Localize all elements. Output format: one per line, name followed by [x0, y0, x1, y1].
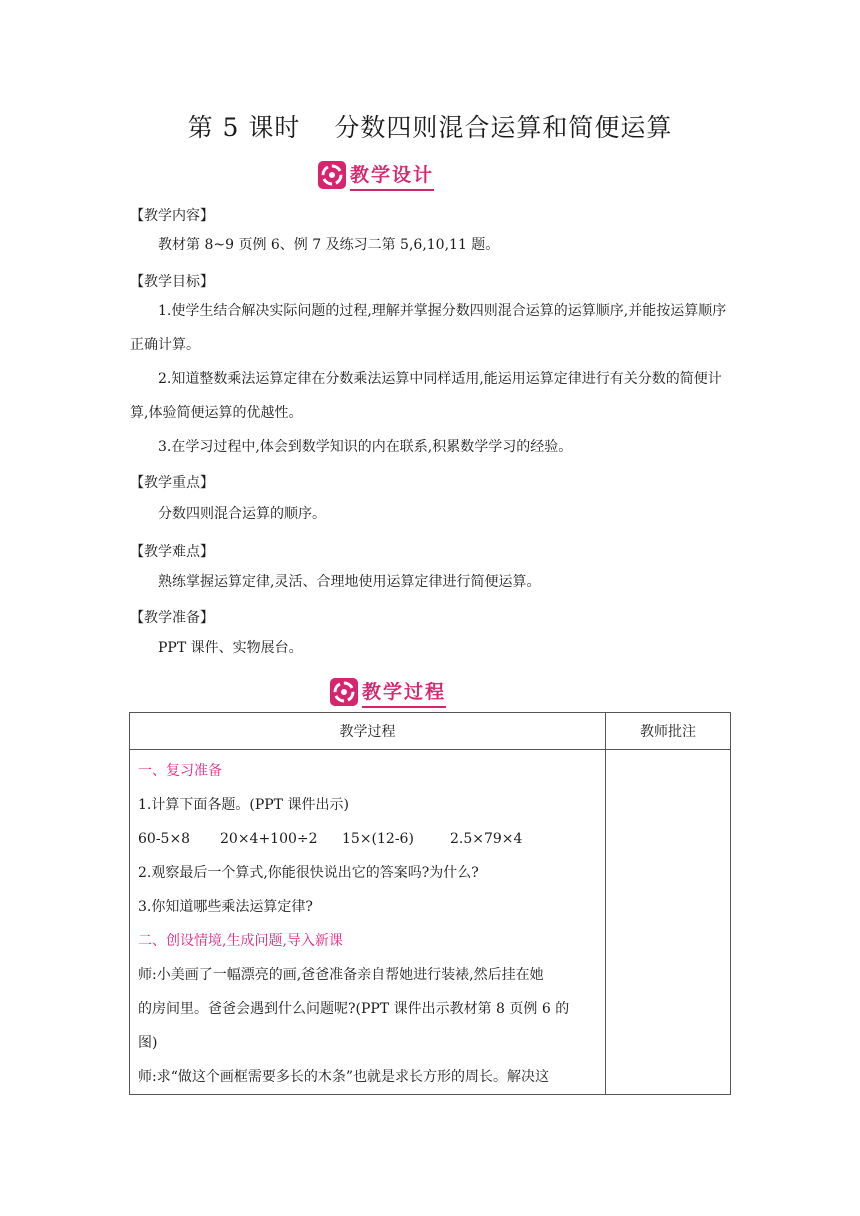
key-heading: 【教学重点】	[130, 475, 214, 491]
step-heading: 二、创设情境,生成问题,导入新课	[138, 933, 343, 949]
prep-heading: 【教学准备】	[130, 610, 214, 626]
header-notes: 教师批注	[606, 713, 731, 750]
key-text	[130, 497, 730, 531]
goals-heading: 【教学目标】	[130, 274, 214, 290]
calc-item: 60-5×8	[138, 831, 191, 847]
difficulty-heading: 【教学难点】	[130, 544, 214, 560]
process-table	[129, 712, 731, 1095]
prep-body: PPT 课件、实物展台。	[158, 640, 303, 656]
calc-item: 2.5×79×4	[450, 831, 523, 847]
teacher-line: 的房间里。爸爸会遇到什么问题呢?(PPT 课件出示教材第 8 页例 6 的	[138, 1001, 570, 1017]
lesson-topic: 分数四则混合运算和简便运算	[334, 113, 673, 142]
difficulty-text	[130, 565, 730, 599]
calc-item: 15×(12-6)	[342, 831, 414, 847]
teaching-design-badge	[318, 160, 434, 190]
difficulty-body: 熟练掌握运算定律,灵活、合理地使用运算定律进行简便运算。	[158, 574, 541, 590]
calc-item: 20×4+100÷2	[220, 831, 318, 847]
calc-line	[138, 822, 599, 856]
notes-cell	[606, 750, 731, 1095]
badge-label: 教学过程	[362, 677, 446, 708]
question-line: 2.观察最后一个算式,你能很快说出它的答案吗?为什么?	[138, 865, 479, 881]
content-text	[130, 228, 730, 262]
teacher-line: 图)	[138, 1035, 158, 1051]
goal-item: 2.知道整数乘法运算定律在分数乘法运算中同样适用,能运用运算定律进行有关分数的简便计算,体验简便运算的优越性。	[130, 371, 722, 421]
goals-list	[130, 294, 730, 464]
step-heading: 一、复习准备	[138, 763, 222, 779]
teacher-line: 师:求“做这个画框需要多长的木条”也就是求长方形的周长。解决这	[138, 1069, 550, 1085]
question-line: 1.计算下面各题。(PPT 课件出示)	[138, 797, 349, 813]
header-process: 教学过程	[130, 713, 606, 750]
prep-text	[130, 631, 730, 665]
badge-label: 教学设计	[350, 160, 434, 191]
page-title	[0, 108, 860, 144]
table-header-row	[130, 713, 731, 750]
question-line: 3.你知道哪些乘法运算定律?	[138, 899, 313, 915]
swirl-logo-icon	[330, 678, 358, 706]
process-cell	[130, 750, 606, 1095]
key-body: 分数四则混合运算的顺序。	[158, 506, 326, 522]
teacher-line: 师:小美画了一幅漂亮的画,爸爸准备亲自帮她进行装裱,然后挂在她	[138, 967, 544, 983]
goal-item: 1.使学生结合解决实际问题的过程,理解并掌握分数四则混合运算的运算顺序,并能按运算顺序正确计算。	[130, 303, 727, 353]
teaching-process-badge	[330, 677, 446, 707]
swirl-logo-icon	[318, 161, 346, 189]
table-row	[130, 750, 731, 1095]
lesson-number: 第 5 课时	[187, 113, 301, 142]
goal-item: 3.在学习过程中,体会到数学知识的内在联系,积累数学学习的经验。	[158, 439, 573, 455]
content-heading: 【教学内容】	[130, 208, 214, 224]
content-body: 教材第 8~9 页例 6、例 7 及练习二第 5,6,10,11 题。	[158, 237, 500, 253]
